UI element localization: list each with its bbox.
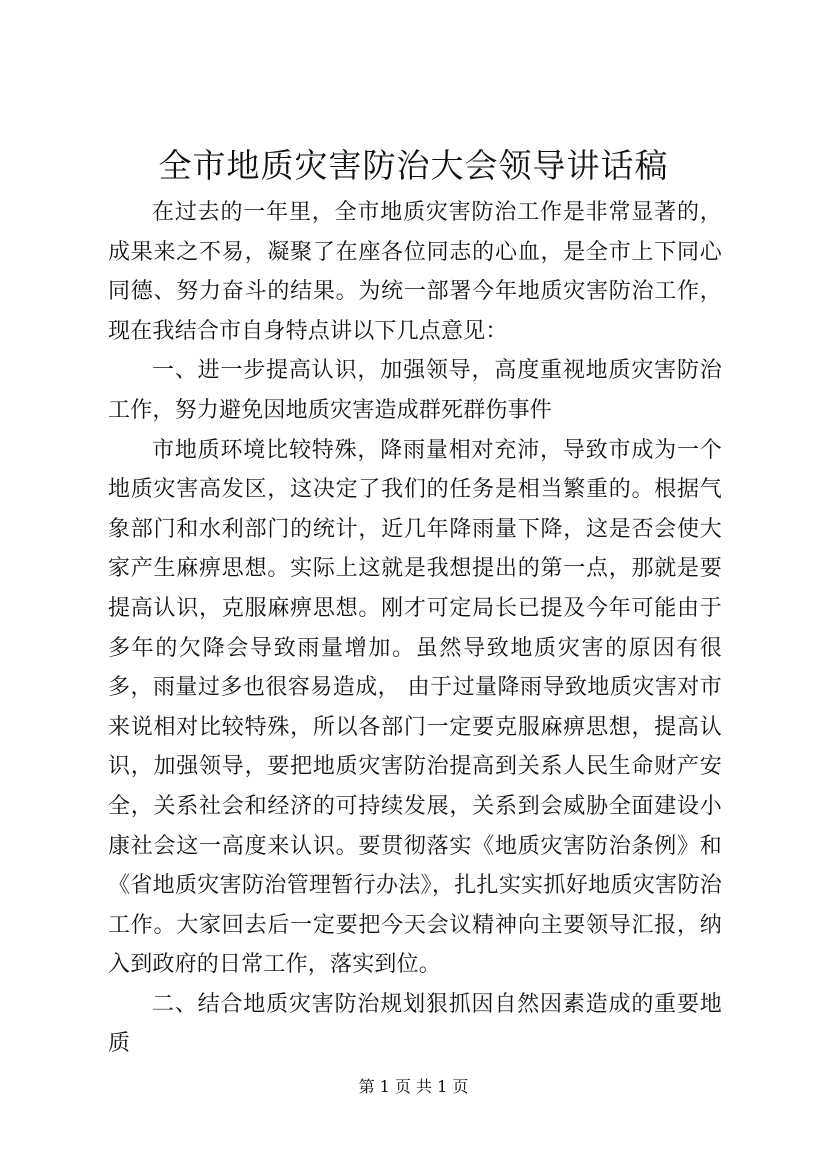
- paragraph-section-1-body: 市地质环境比较特殊，降雨量相对充沛，导致市成为一个地质灾害高发区，这决定了我们的任务是相当繁重的。根据气象部门和水利部门的统计，近几年降雨量下降，这是否会使大家产生麻痹思想。实际上这就是我想提出的第一点，那就是要提高认识，克服麻痹思想。刚才可定局长已提及今年可能由于多年的欠降会导致雨量增加。虽然导致地质灾害的原因有很多，雨量过多也很容易造成， 由于过量降雨导致地质灾害对市来说相对比较特殊，所以各部门一定要克服麻痹思想，提高认识，加强领导，要把地质灾害防治提高到关系人民生命财产安全，关系社会和经济的可持续发展，关系到会威胁全面建设小康社会这一高度来认识。要贯彻落实《地质灾害防治条例》和《省地质灾害防治管理暂行办法》，扎扎实实抓好地质灾害防治工作。大家回去后一定要把今天会议精神向主要领导汇报，纳入到政府的日常工作，落实到位。: [108, 437, 722, 978]
- page-footer: 第 1 页 共 1 页: [358, 1077, 469, 1096]
- document-title: 全市地质灾害防治大会领导讲话稿: [158, 146, 669, 185]
- document-body: [108, 193, 722, 1064]
- paragraph-section-1-heading: 一、进一步提高认识，加强领导，高度重视地质灾害防治工作，努力避免因地质灾害造成群死群伤事件: [108, 358, 722, 423]
- paragraph-section-2-heading: 二、结合地质灾害防治规划狠抓因自然因素造成的重要地质: [108, 991, 722, 1057]
- paragraph-intro: 在过去的一年里，全市地质灾害防治工作是非常显著的，成果来之不易，凝聚了在座各位同志的心血，是全市上下同心同德、努力奋斗的结果。为统一部署今年地质灾害防治工作，现在我结合市自身特点讲以下几点意见：: [108, 200, 722, 344]
